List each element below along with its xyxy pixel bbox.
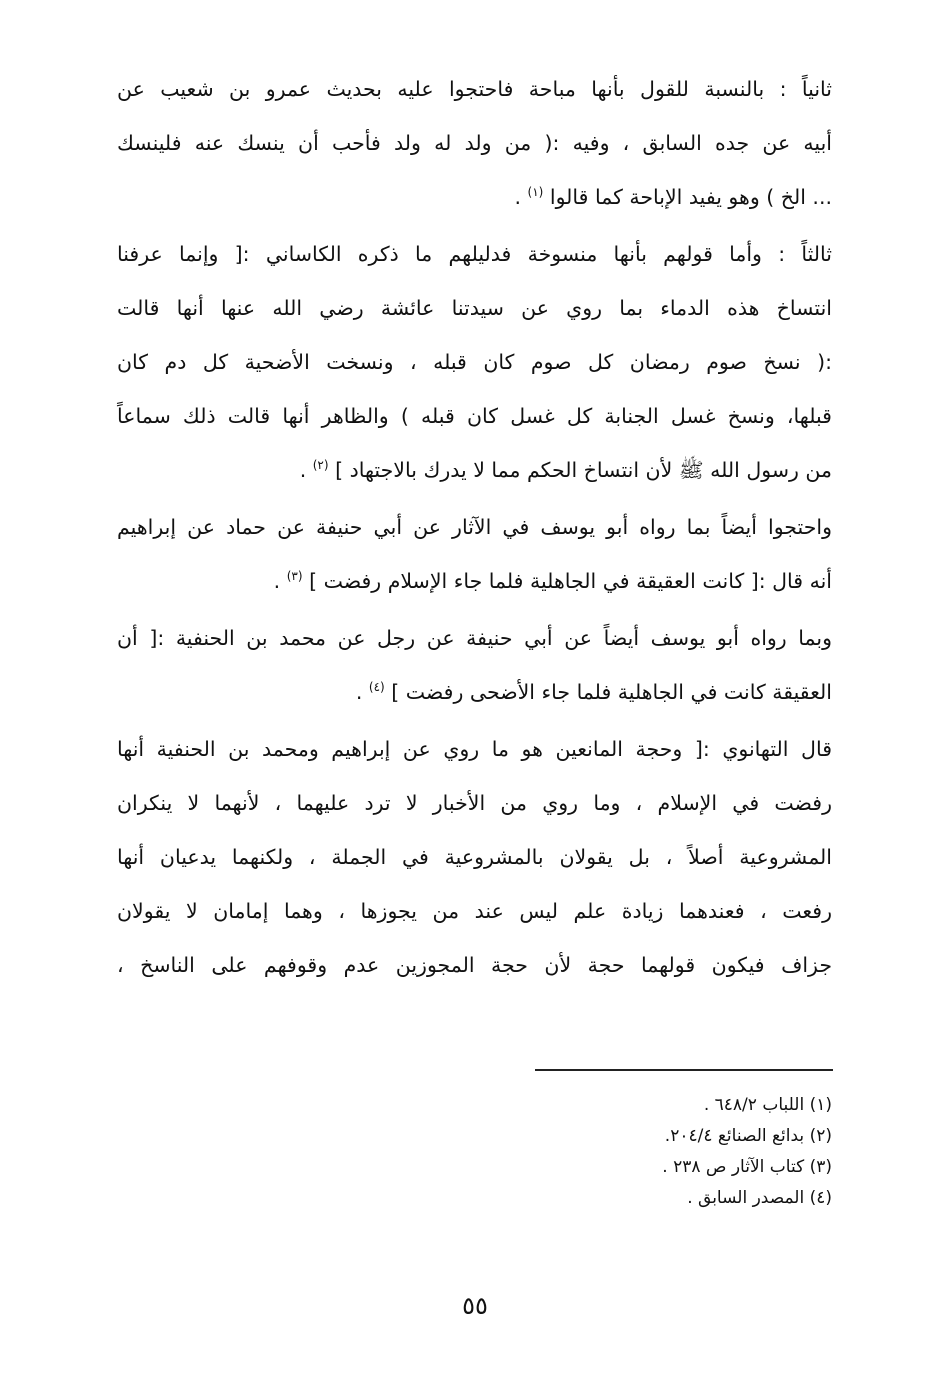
body-line: :( نسخ صوم رمضان كل صوم كان قبله ، ونسخت الأضحية كل دم كان	[117, 350, 832, 374]
body-line: جزاف فيكون قولهما حجة لأن حجة المجوزين عدم وقوفهم على الناسخ ،	[117, 953, 832, 977]
body-line: ثانياً : بالنسبة للقول بأنها مباحة فاحتجوا عليه بحديث عمرو بن شعيب عن	[117, 77, 832, 101]
body-line: من رسول الله ﷺ لأن انتساخ الحكم مما لا يدرك بالاجتهاد ] $^{(٢)}$ .	[299, 458, 832, 482]
body-line: واحتجوا أيضاً بما رواه أبو يوسف في الآثار عن أبي حنيفة عن حماد عن إبراهيم	[117, 515, 832, 539]
page-number: ٥٥	[462, 1292, 488, 1320]
footnote-separator	[535, 1069, 833, 1071]
footnote: (١) اللباب ٦٤٨/٢ .	[703, 1095, 832, 1115]
footnote-ref: (٢)	[312, 458, 329, 473]
footnote-ref: (٤)	[368, 680, 385, 695]
body-line: ثالثاً : وأما قولهم بأنها منسوخة فدليلهم ما ذكره الكاساني :[ وإنما عرفنا	[117, 242, 832, 266]
body-line: انتساخ هذه الدماء بما روي عن سيدتنا عائشة رضي الله عنها أنها قالت	[117, 296, 832, 320]
body-line: أنه قال :[ كانت العقيقة في الجاهلية فلما جاء الإسلام رفضت ] $^{(٣)}$ .	[273, 569, 832, 593]
footnote: (٣) كتاب الآثار ص ٢٣٨ .	[662, 1157, 832, 1177]
body-line: قبلها، ونسخ غسل الجنابة كل غسل كان قبله ) والظاهر أنها قالت ذلك سماعاً	[117, 404, 832, 428]
footnote: (٤) المصدر السابق .	[687, 1188, 832, 1208]
body-line: العقيقة كانت في الجاهلية فلما جاء الأضحى رفضت ] $^{(٤)}$ .	[355, 680, 832, 704]
body-line: ... الخ ) وهو يفيد الإباحة كما قالوا $^{(١)}$ .	[514, 185, 832, 209]
body-line: رفعت ، فعندهما زيادة علم ليس عند من يجوزها ، وهما إمامان لا يقولان	[117, 899, 832, 923]
footnote: (٢) بدائع الصنائع ٢٠٤/٤.	[664, 1126, 832, 1146]
footnote-ref: (٣)	[286, 569, 303, 584]
footnote-ref: (١)	[527, 185, 544, 200]
body-line: قال التهانوي :[ وحجة المانعين هو ما روي عن إبراهيم ومحمد بن الحنفية أنها	[117, 737, 832, 761]
body-line: أبيه عن جده السابق ، وفيه :( من ولد له ولد فأحب أن ينسك عنه فلينسك	[117, 131, 832, 155]
body-line: وبما رواه أبو يوسف أيضاً عن أبي حنيفة عن رجل عن محمد بن الحنفية :[ أن	[117, 626, 832, 650]
body-line: المشروعية أصلاً ، بل يقولان بالمشروعية في الجملة ، ولكنهما يدعيان أنها	[117, 845, 832, 869]
body-line: رفضت في الإسلام ، وما روي من الأخبار لا ترد عليهما ، لأنهما لا ينكران	[117, 791, 832, 815]
